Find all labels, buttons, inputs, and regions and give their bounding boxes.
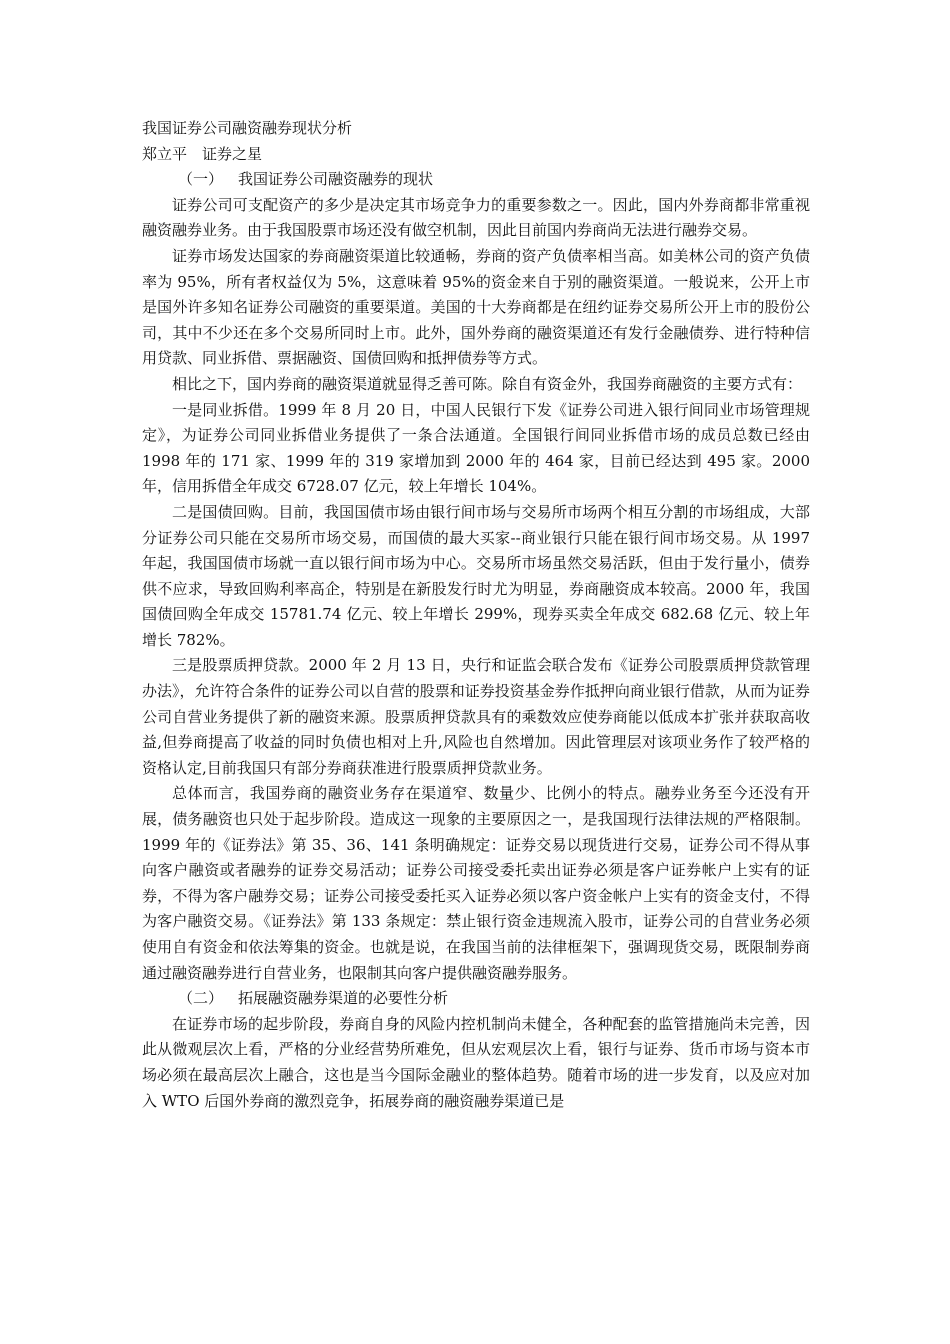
section-number: （一） bbox=[178, 170, 224, 189]
paragraph: 一是同业拆借。1999 年 8 月 20 日，中国人民银行下发《证券公司进入银行间同业市场管理规定》，为证券公司同业拆借业务提供了一条合法通道。全国银行间同业拆借市场的成员总数已经由 1998 年的 171 家、1999 年的 319 家增加到 2000 年的 464 家，目前已经达到 495 家。2000 年，信用拆借全年成交 6728.07 亿元，较上年增长 104%。 bbox=[142, 400, 810, 496]
document-page bbox=[142, 116, 810, 1114]
document-title: 我国证券公司融资融券现状分析 bbox=[142, 119, 353, 137]
section-number: （二） bbox=[178, 989, 224, 1008]
document-byline: 郑立平 证券之星 bbox=[142, 144, 263, 163]
paragraph: 三是股票质押贷款。2000 年 2 月 13 日，央行和证监会联合发布《证券公司股票质押贷款管理办法》，允许符合条件的证券公司以自营的股票和证券投资基金券作抵押向商业银行借款，从而为证券公司自营业务提供了新的融资来源。股票质押贷款具有的乘数效应使券商能以低成本扩张并获取高收益,但券商提高了收益的同时负债也相对上升,风险也自然增加。因此管理层对该项业务作了较严格的资格认定,目前我国只有部分券商获准进行股票质押贷款业务。 bbox=[142, 656, 810, 777]
paragraph: 证券公司可支配资产的多少是决定其市场竞争力的重要参数之一。因此，国内外券商都非常重视融资融券业务。由于我国股票市场还没有做空机制，因此目前国内券商尚无法进行融券交易。 bbox=[142, 195, 810, 240]
paragraph: 在证券市场的起步阶段，券商自身的风险内控机制尚未健全，各种配套的监管措施尚未完善，因此从微观层次上看，严格的分业经营势所难免，但从宏观层次上看，银行与证券、货币市场与资本市场必须在最高层次上融合，这也是当今国际金融业的整体趋势。随着市场的进一步发育，以及应对加入 WTO 后国外券商的激烈竞争，拓展券商的融资融券渠道已是 bbox=[142, 1014, 810, 1110]
paragraph: 证券市场发达国家的券商融资渠道比较通畅，券商的资产负债率相当高。如美林公司的资产负债率为 95%，所有者权益仅为 5%，这意味着 95%的资金来自于别的融资渠道。一般说来，公开上市是国外许多知名证券公司融资的重要渠道。美国的十大券商都是在纽约证券交易所公开上市的股份公司，其中不少还在多个交易所同时上市。此外，国外券商的融资渠道还有发行金融债券、进行特种信用贷款、同业拆借、票据融资、国债回购和抵押债券等方式。 bbox=[142, 246, 810, 368]
section-title: 拓展融资融券渠道的必要性分析 bbox=[238, 989, 449, 1008]
section-title: 我国证券公司融资融券的现状 bbox=[238, 170, 434, 189]
section-heading-2 bbox=[142, 986, 810, 1012]
paragraph: 相比之下，国内券商的融资渠道就显得乏善可陈。除自有资金外，我国券商融资的主要方式有： bbox=[172, 374, 803, 393]
paragraph: 总体而言，我国券商的融资业务存在渠道窄、数量少、比例小的特点。融券业务至今还没有开展，债务融资也只处于起步阶段。造成这一现象的主要原因之一，是我国现行法律法规的严格限制。1999 年的《证券法》第 35、36、141 条明确规定：证券交易以现货进行交易，证券公司不得从事向客户融资或者融券的证券交易活动；证券公司接受委托卖出证券必须是客户证券帐户上实有的证券，不得为客户融券交易；证券公司接受委托买入证券必须以客户资金帐户上实有的资金支付，不得为客户融资交易。《证券法》第 133 条规定：禁止银行资金违规流入股市，证券公司的自营业务必须使用自有资金和依法筹集的资金。也就是说，在我国当前的法律框架下，强调现货交易，既限制券商通过融资融券进行自营业务，也限制其向客户提供融资融券服务。 bbox=[142, 784, 810, 982]
section-heading-1 bbox=[142, 167, 810, 193]
paragraph: 二是国债回购。目前，我国国债市场由银行间市场与交易所市场两个相互分割的市场组成，大部分证券公司只能在交易所市场交易，而国债的最大买家--商业银行只能在银行间市场交易。从 1997 年起，我国国债市场就一直以银行间市场为中心。交易所市场虽然交易活跃，但由于发行量小，债券供不应求，导致回购利率高企，特别是在新股发行时尤为明显，券商融资成本较高。2000 年，我国国债回购全年成交 15781.74 亿元、较上年增长 299%，现券买卖全年成交 682.68 亿元、较上年增长 782%。 bbox=[142, 502, 810, 649]
